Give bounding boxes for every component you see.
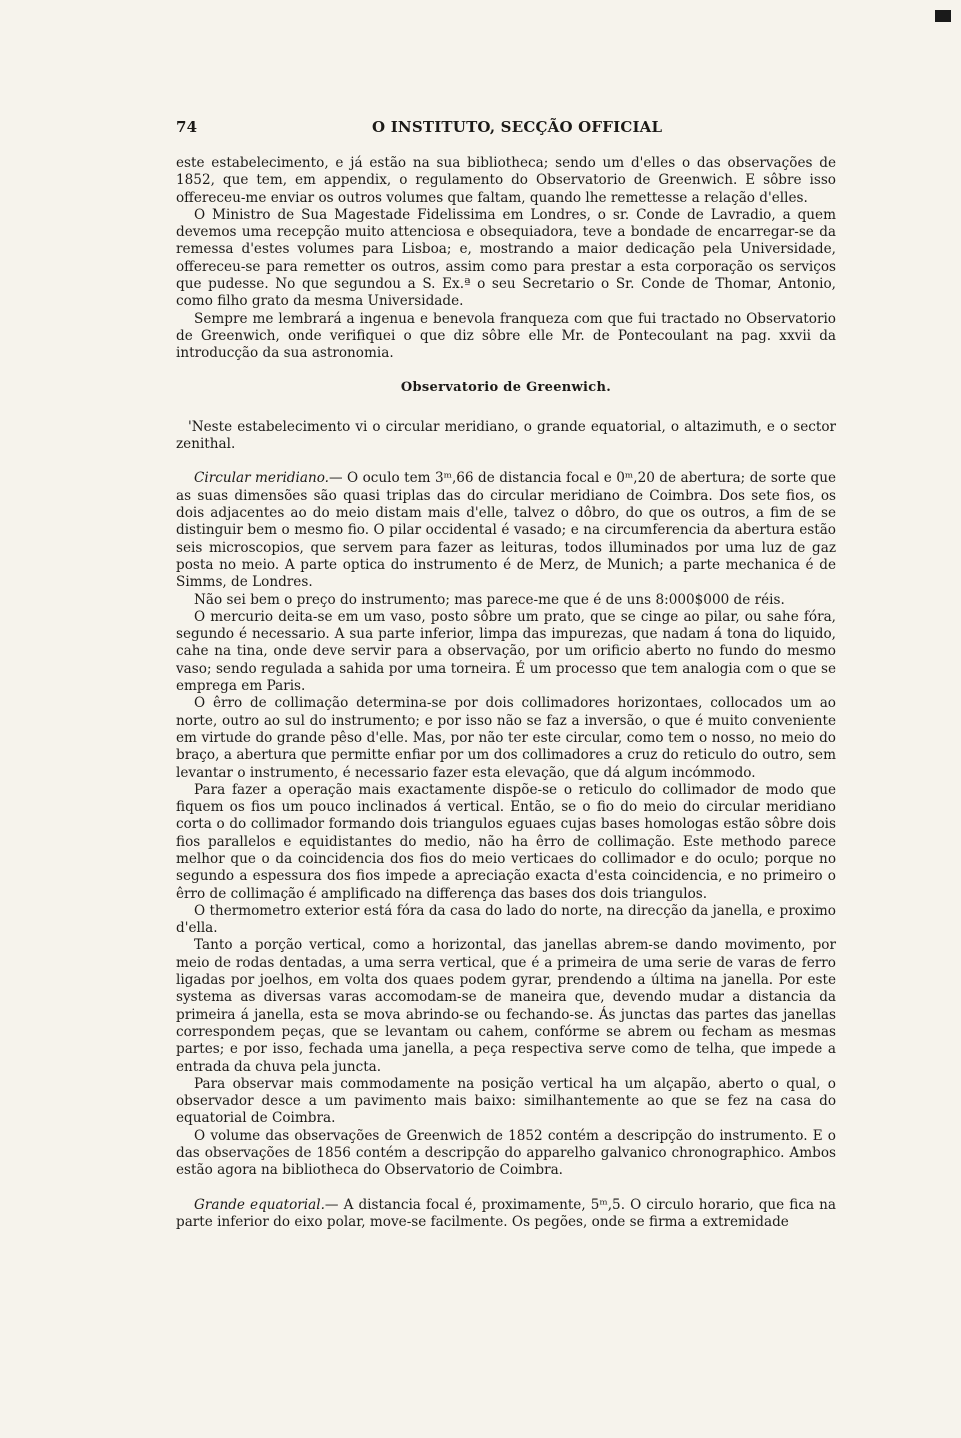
running-title: O INSTITUTO, SECÇÃO OFFICIAL [372,118,663,136]
spacer [176,1180,836,1197]
paragraph: Sempre me lembrará a ingenua e benevola franqueza com que fui tractado no Observatorio de Greenwich, onde verifiquei o que diz sôbre elle Mr. de Pontecoulant na pag. xxvii da introducção da sua astronomia. [176,310,836,362]
paragraph: Não sei bem o preço do instrumento; mas parece-me que é de uns 8:000$000 de réis. [194,591,785,608]
section-title: Observatorio de Greenwich. [400,379,612,395]
corner-mark [935,10,951,22]
paragraph-grande-equatorial [176,1197,836,1232]
paragraph: este estabelecimento, e já estão na sua bibliotheca; sendo um d'elles o das observações de 1852, que tem, em appendix, o regulamento do Observatorio de Greenwich. E sôbre isso offereceu-me enviar os outros volumes que faltam, quando lhe remettesse a relação d'elles. [176,155,836,206]
subheading: Grande equatorial. [194,1196,325,1213]
paragraph: O êrro de collimação determina-se por dois collimadores horizontaes, collocados um ao norte, outro ao sul do instrumento; e por isso não se faz a inversão, o que é muito conveniente em virtude do grande pêso d'elle. Mas, por não ter este circular, como tem o nosso, no meio do braço, a abertura que permitte enfiar por um dos collimadores a cruz do reticulo do outro, sem levantar o instrumento, é necessario fazer esta elevação, que dá algum incómmodo. [176,695,836,781]
paragraph-text: — O oculo tem 3ᵐ,66 de distancia focal e 0ᵐ,20 de abertura; de sorte que as suas dimensões são quasi triplas das do circular meridiano de Coimbra. Dos sete fios, os dois adjacentes ao do meio distam mais d'elle, talvez o dôbro, do que os outros, a fim de se distinguir bem o mesmo fio. O pilar occidental é vasado; e na circumferencia da abertura estão seis microscopios, que servem para fazer as leituras, todos illuminados por uma luz de gaz posta no meio. A parte optica do instrumento é de Merz, de Munich; a parte mechanica é de Simms, de Londres. [176,470,836,591]
paragraph-text: — A distancia focal é, proximamente, 5ᵐ,5. O circulo horario, que fica na parte inferior do eixo polar, move-se facilmente. Os pegões, onde se firma a extremidade [176,1196,837,1230]
spacer [176,453,836,470]
page-header [176,116,836,140]
paragraph: O Ministro de Sua Magestade Fidelissima em Londres, o sr. Conde de Lavradio, a quem devemos uma recepção muito attenciosa e obsequiadora, teve a bondade de encarregar-se da remessa d'estes volumes para Lisboa; e, mostrando a maior dedicação pela Universidade, offereceu-se para remetter os outros, assim como para prestar a esta corporação os serviços que pudesse. No que segundou a S. Ex.ª o seu Secretario o Sr. Conde de Thomar, Antonio, como filho grato da mesma Universidade. [176,206,836,310]
paragraph-circular-meridiano [176,470,836,591]
page-number: 74 [176,118,198,136]
paragraph: 'Neste estabelecimento vi o circular meridiano, o grande equatorial, o altazimuth, e o sector zenithal. [176,418,836,453]
paragraph: Para observar mais commodamente na posição vertical ha um alçapão, aberto o qual, o observador desce a um pavimento mais baixo: similhantemente ao que se fez na casa do equatorial de Coimbra. [176,1075,836,1127]
paragraph: Para fazer a operação mais exactamente dispõe-se o reticulo do collimador de modo que fiquem os fios um pouco inclinados á vertical. Então, se o fio do meio do circular meridiano corta o do collimador formando dois triangulos eguaes cujas bases homologas estão sôbre dois fios parallelos e equidistantes do medio, não ha êrro de collimação. Este methodo parece melhor que o da coincidencia dos fios do meio verticaes do collimador e do oculo; porque no segundo a espessura dos fios impede a apreciação exacta d'esta coincidencia, e no primeiro o êrro de collimação é amplificado na differença das bases dos dois triangulos. [176,781,836,902]
paragraph: Tanto a porção vertical, como a horizontal, das janellas abrem-se dando movimento, por meio de rodas dentadas, a uma serra vertical, que é a primeira de uma serie de varas de ferro ligadas por joelhos, em volta dos quaes podem gyrar, prendendo a última na janella. Por este systema as diversas varas accomodam-se de maneira que, devendo mudar a distancia da primeira á janella, esta se mova abrindo-se ou fechando-se. Ás junctas das partes das janellas correspondem peças, que se levantam ou cahem, confórme se abrem ou fecham as mesmas partes; e por isso, fechada uma janella, a peça respectiva serve como de telha, que impede a entrada da chuva pela juncta. [176,937,836,1075]
paragraph: O mercurio deita-se em um vaso, posto sôbre um prato, que se cinge ao pilar, ou sahe fóra, segundo é necessario. A sua parte inferior, limpa das impurezas, que nadam á tona do liquido, cahe na tina, onde deve servir para a observação, por um orificio aberto no fundo do mesmo vaso; sendo regulada a sahida por uma torneira. É um processo que tem analogia com o que se emprega em Paris. [176,608,836,695]
paragraph: O volume das observações de Greenwich de 1852 contém a descripção do instrumento. E o das observações de 1856 contém a descripção do apparelho galvanico chronographico. Ambos estão agora na bibliotheca do Observatorio de Coimbra. [176,1127,836,1179]
paragraph: O thermometro exterior está fóra da casa do lado do norte, na direcção da janella, e proximo d'ella. [176,902,836,937]
body-text [176,155,836,1231]
subheading: Circular meridiano. [194,470,329,487]
